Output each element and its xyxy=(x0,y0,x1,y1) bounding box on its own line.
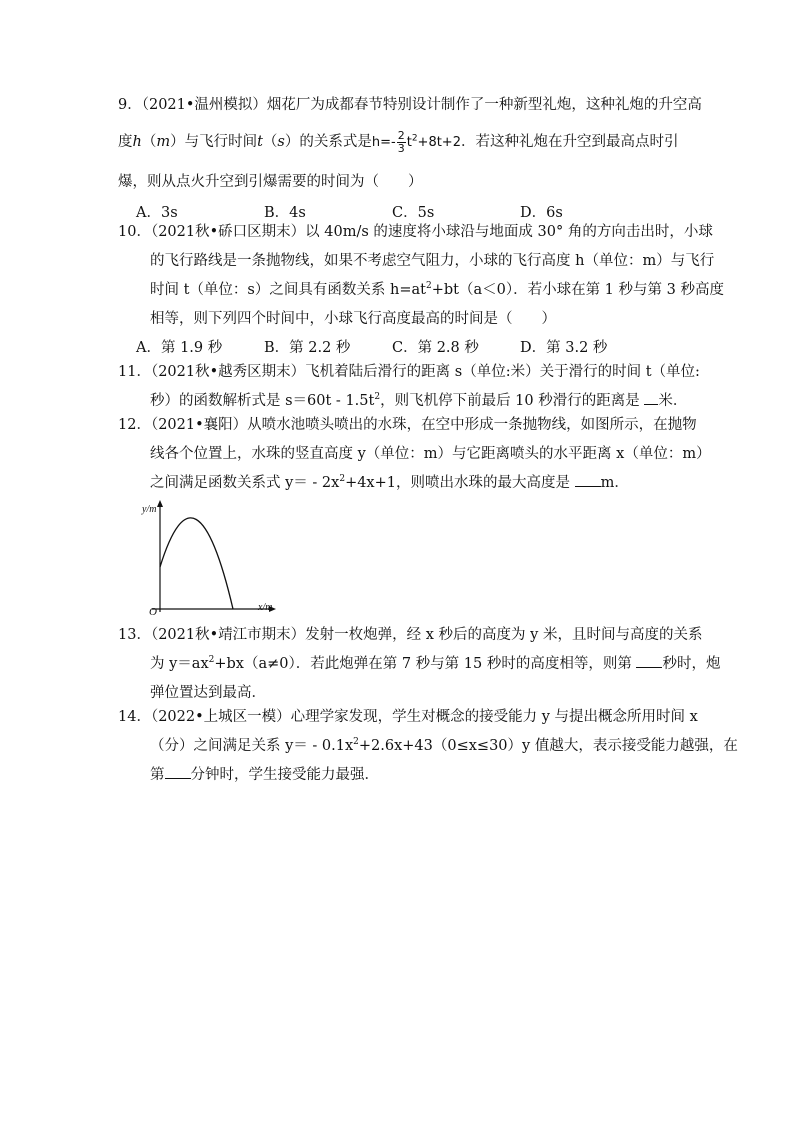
answer-blank[interactable] xyxy=(575,470,601,487)
option-c[interactable]: C．第 2.8 秒 xyxy=(392,340,479,356)
q9-line-2: 度h（m）与飞行时间t（s）的关系式是h=- $\frac{2}{3}$ $t^2+8t+2$．若这种礼炮在升空到最高点时引 xyxy=(118,129,679,155)
q10-line-1: 10．（2021秋•硚口区期末）以 40m/s 的速度将小球沿与地面成 30° 角的方向击出时，小球 xyxy=(118,224,713,240)
q11-line-1: 11．（2021秋•越秀区期末）飞机着陆后滑行的距离 s（单位:米）关于滑行的时间 t（单位: xyxy=(118,364,700,380)
q10-line-2: 的飞行路线是一条抛物线，如果不考虑空气阻力，小球的飞行高度 h（单位：m）与飞行 xyxy=(150,253,715,269)
question-11 xyxy=(118,358,700,416)
option-a[interactable]: A．3s xyxy=(136,205,178,221)
origin-label: O xyxy=(149,606,157,618)
q9-line-1: 9．（2021•温州模拟）烟花厂为成都春节特别设计制作了一种新型礼炮，这种礼炮的升空高 xyxy=(118,97,702,113)
q9-line-3: 爆，则从点火升空到引爆需要的时间为（ ） xyxy=(118,174,423,190)
parabola-curve xyxy=(160,518,233,609)
q10-line-4: 相等，则下列四个时间中，小球飞行高度最高的时间是（ ） xyxy=(150,311,556,327)
question-12 xyxy=(118,411,711,498)
question-10 xyxy=(118,218,724,363)
question-9 xyxy=(118,91,702,228)
q12-line-1: 12．（2021•襄阳）从喷水池喷头喷出的水珠，在空中形成一条抛物线，如图所示，在抛物 xyxy=(118,417,697,433)
option-b[interactable]: B．4s xyxy=(264,205,306,221)
y-axis-arrow xyxy=(157,500,163,507)
q11-line-2: 秒）的函数解析式是 $s=60t - 1.5t^2$，则飞机停下前最后 10 秒滑行的距离是 米． xyxy=(118,387,678,416)
answer-blank[interactable] xyxy=(636,651,662,668)
answer-blank[interactable] xyxy=(165,762,191,779)
fraction: $\frac{2}{3}$ xyxy=(397,129,405,155)
option-a[interactable]: A．第 1.9 秒 xyxy=(136,340,223,356)
q13-line-1: 13．（2021秋•靖江市期末）发射一枚炮弹，经 x 秒后的高度为 y 米，且时间与高度的关系 xyxy=(118,627,703,643)
x-axis-label: x/m xyxy=(258,602,273,613)
fountain-parabola-figure xyxy=(142,498,288,618)
q13-line-2: 为 $y=ax^2+bx(a\ne 0)$．若此炮弹在第 7 秒与第 15 秒时的高度相等，则第 秒时，炮 xyxy=(118,650,678,679)
q13-line-3: 弹位置达到最高． xyxy=(150,685,266,701)
question-14 xyxy=(118,703,738,790)
option-d[interactable]: D．第 3.2 秒 xyxy=(520,340,608,356)
q14-line-2: （分）之间满足关系 $y= - 0.1x^2+2.6x+43(0\le x\le 30)y$ 值越大，表示接受能力越强，在 xyxy=(150,737,738,754)
y-axis-label: y/m xyxy=(142,504,157,515)
option-d[interactable]: D．6s xyxy=(520,205,563,221)
q14-line-1: 14．（2022•上城区一模）心理学家发现，学生对概念的接受能力 y 与提出概念所用时间 x xyxy=(118,709,698,725)
question-13 xyxy=(118,621,721,708)
answer-blank[interactable] xyxy=(644,388,658,405)
option-b[interactable]: B．第 2.2 秒 xyxy=(264,340,351,356)
option-c[interactable]: C．5s xyxy=(392,205,435,221)
q12-line-3: 之间满足函数关系式 $y= - 2x^2+4x+1$，则喷出水珠的最大高度是 m． xyxy=(118,469,678,498)
q14-line-3: 第 分钟时，学生接受能力最强． xyxy=(118,761,678,790)
q12-line-2: 线各个位置上，水珠的竖直高度 y（单位：m）与它距离喷头的水平距离 x（单位：m） xyxy=(150,446,711,462)
formula: h=- $\frac{2}{3}$ $t^2+8t+2$ xyxy=(371,129,461,155)
q10-line-3: 时间 t（单位：s）之间具有函数关系 $h=at^2+bt(a<0)$．若小球在第 1 秒与第 3 秒高度 xyxy=(150,281,724,298)
